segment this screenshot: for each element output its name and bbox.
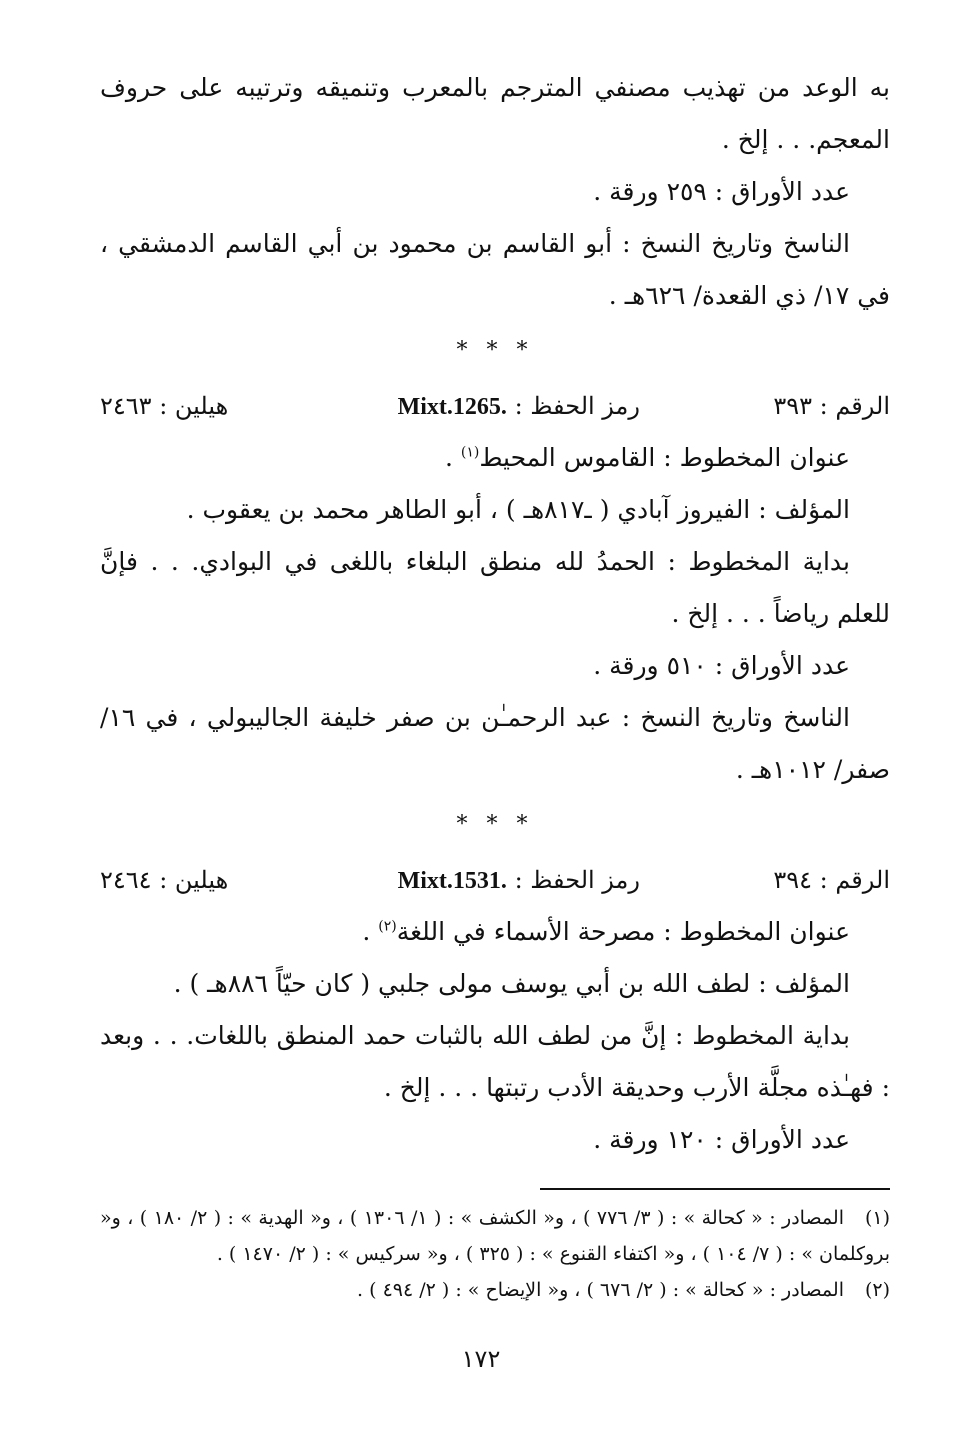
- entry-number: الرقم : ٣٩٣: [773, 392, 890, 420]
- shelfmark-label: رمز الحفظ :: [514, 392, 640, 420]
- helin-number: هيلين : ٢٤٦٣: [100, 392, 229, 420]
- page-number: ١٧٢: [461, 1345, 501, 1373]
- entry-number: الرقم : ٣٩٤: [773, 866, 890, 894]
- manuscript-title: [100, 906, 890, 958]
- footnote-number: (٢): [864, 1279, 890, 1301]
- manuscript-author: المؤلف : الفيروز آبادي ( ـ٨١٧هـ ) ، أبو الطاهر محمد بن يعقوب .: [186, 495, 850, 524]
- manuscript-pages-count: عدد الأوراق : ٥١٠ ورقة .: [593, 651, 850, 680]
- shelfmark-label: رمز الحفظ :: [514, 866, 640, 894]
- footnote-2: [100, 1272, 890, 1308]
- manuscript-beginning: بداية المخطوط : الحمدُ لله منطق البلغاء باللغى في البوادي. . . فإنَّ للعلم رياضاً . . . إلخ .: [100, 547, 890, 628]
- manuscript-copyist: الناسخ وتاريخ النسخ : عبد الرحمـٰن بن صفر خليفة الجاليبولي ، في ١٦/ صفر/ ١٠١٢هـ .: [100, 703, 890, 784]
- shelfmark-code: Mixt.1531.: [397, 868, 507, 894]
- title-end: .: [444, 443, 461, 472]
- section-separator: * * *: [456, 338, 534, 363]
- page-body: [100, 62, 890, 1308]
- manuscript-beginning: بداية المخطوط : إنَّ من لطف الله بالثبات حمد المنطق باللغات. . . وبعد : فهـٰذه مجلَّة الأرب وحديقة الأدب رتبتها . . . إلخ .: [100, 1021, 890, 1102]
- shelfmark: [398, 380, 640, 433]
- section-separator: * * *: [456, 812, 534, 837]
- entry-header-394: [100, 854, 890, 906]
- intro-copyist: الناسخ وتاريخ النسخ : أبو القاسم بن محمود بن أبي القاسم الدمشقي ، في ١٧/ ذي القعدة/ ٦٢٦هـ .: [100, 229, 890, 310]
- footnote-text: المصادر : « كحالة » : ( ٢/ ٦٧٦ ) ، و« الإيضاح » : ( ٢/ ٤٩٤ ) .: [357, 1279, 844, 1301]
- footnote-text: المصادر : « كحالة » : ( ٣/ ٧٧٦ ) ، و« الكشف » : ( ١/ ١٣٠٦ ) ، و« الهدية » : ( ٢/ ١٨٠ ) ، و« بروكلمان » : ( ٧/ ١٠٤ ) ، و« اكتفاء القنوع » : ( ٣٢٥ ) ، و« سركيس » : ( ٢/ ١٤٧٠ ) .: [100, 1207, 890, 1265]
- manuscript-pages-count: عدد الأوراق : ١٢٠ ورقة .: [593, 1125, 850, 1154]
- shelfmark: [398, 854, 640, 907]
- footnote-divider: [540, 1188, 890, 1190]
- helin-number: هيلين : ٢٤٦٤: [100, 866, 229, 894]
- footnote-ref: (١): [460, 444, 480, 461]
- manuscript-title: [100, 432, 890, 484]
- title-end: .: [362, 917, 379, 946]
- manuscript-author: المؤلف : لطف الله بن أبي يوسف مولى جلبي ( كان حيّاً ٨٨٦هـ ) .: [173, 969, 850, 998]
- intro-pages-count: عدد الأوراق : ٢٥٩ ورقة .: [593, 177, 850, 206]
- footnote-ref: (٢): [378, 918, 397, 935]
- shelfmark-code: Mixt.1265.: [397, 394, 507, 420]
- title-text: عنوان المخطوط : القاموس المحيط: [479, 443, 850, 472]
- entry-header-393: [100, 380, 890, 432]
- footnote-1: [100, 1200, 890, 1272]
- intro-continuation: به الوعد من تهذيب مصنفي المترجم بالمعرب وتنميقه وترتيبه على حروف المعجم. . . إلخ .: [100, 73, 890, 154]
- footnote-number: (١): [864, 1207, 890, 1229]
- title-text: عنوان المخطوط : مصرحة الأسماء في اللغة: [396, 917, 850, 946]
